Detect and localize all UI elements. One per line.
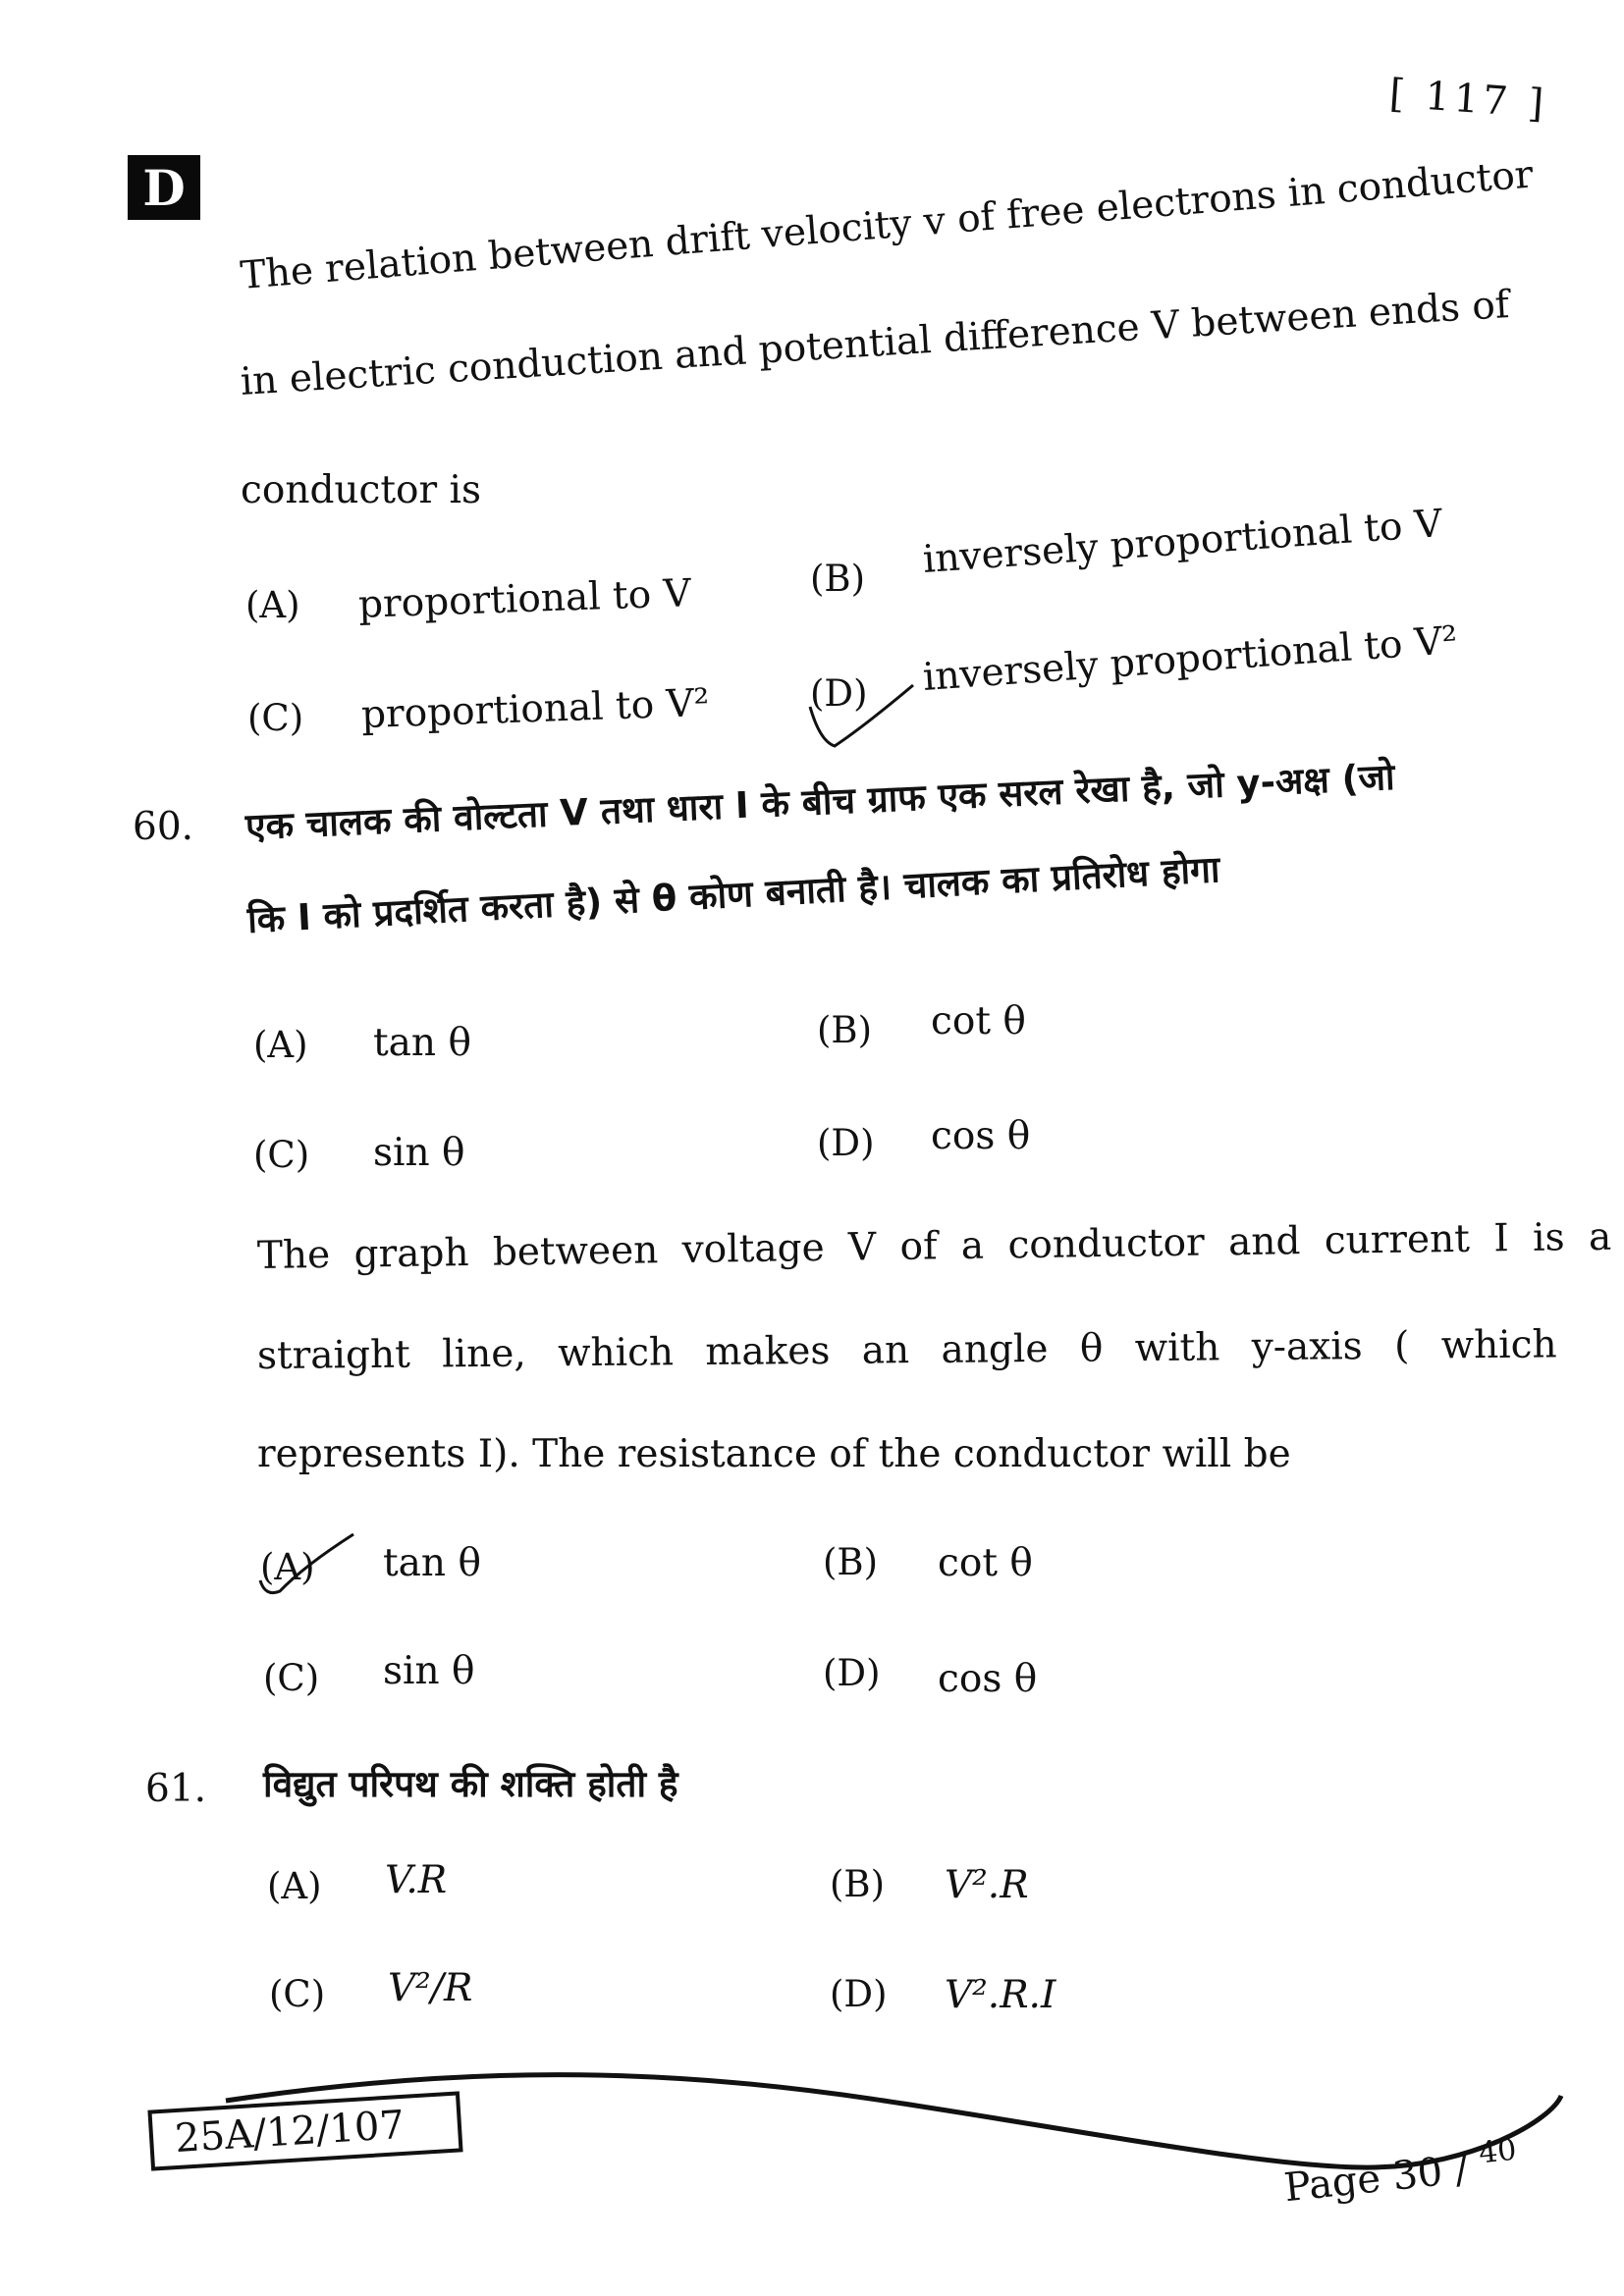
q59-option-c-text: proportional to V² — [360, 680, 711, 738]
q59-option-a-label: (A) — [245, 584, 300, 626]
q61-option-a-text: V.R — [385, 1858, 448, 1902]
q59-line-3: conductor is — [241, 468, 482, 512]
q61-option-c-label: (C) — [269, 1973, 326, 2015]
q60-english-option-c-label: (C) — [263, 1657, 320, 1699]
q60-english-option-a-text: tan θ — [383, 1541, 481, 1585]
q60-hindi-option-b-text: cot θ — [931, 999, 1026, 1043]
page-label: Page 30 / — [1281, 2146, 1471, 2212]
q60-english-option-b-text: cot θ — [938, 1541, 1033, 1585]
q60-hindi-line-1: एक चालक की वोल्टता V तथा धारा I के बीच ग्राफ एक सरल रेखा है, जो y-अक्ष (जो — [244, 755, 1396, 848]
q60-english-line-1: The graph between voltage V of a conductor and current I is a — [256, 1214, 1612, 1278]
q60-hindi-option-a-text: tan θ — [373, 1021, 471, 1065]
page-total: 40 — [1477, 2132, 1519, 2171]
q60-hindi-option-b-label: (B) — [817, 1009, 873, 1051]
q60-english-line-3: represents I). The resistance of the conductor will be — [257, 1432, 1291, 1476]
q61-option-b-label: (B) — [830, 1863, 886, 1905]
q60-hindi-option-c-label: (C) — [253, 1134, 310, 1176]
q61-number: 61. — [145, 1767, 207, 1811]
q61-option-b-text: V².R — [945, 1863, 1029, 1907]
q60-number: 60. — [133, 805, 194, 849]
q61-option-d-text: V².R.I — [945, 1973, 1056, 2017]
q59-option-d-text: inversely proportional to V² — [921, 617, 1459, 700]
q61-hindi-text: विद्युत परिपथ की शक्ति होती है — [263, 1763, 678, 1805]
q60-hindi-option-d-text: cos θ — [931, 1114, 1031, 1158]
q60-hindi-option-a-label: (A) — [253, 1024, 308, 1066]
page-marker: [ 117 ] — [1387, 71, 1549, 128]
q61-option-d-label: (D) — [830, 1973, 888, 2015]
q60-english-option-b-label: (B) — [823, 1541, 879, 1583]
q61-option-a-label: (A) — [267, 1865, 322, 1907]
q59-line-2: in electric conduction and potential difference V between ends of — [239, 283, 1511, 404]
q60-english-option-d-text: cos θ — [938, 1657, 1038, 1701]
q59-line-1: The relation between drift velocity v of free electrons in conductor — [239, 152, 1536, 298]
series-code-badge: D — [128, 155, 200, 220]
q60-english-option-d-label: (D) — [823, 1652, 881, 1694]
q59-option-b-label: (B) — [810, 558, 866, 600]
q60-hindi-option-d-label: (D) — [817, 1122, 875, 1164]
q59-option-c-label: (C) — [247, 697, 304, 739]
q60-english-option-a-label: (A) — [260, 1546, 315, 1588]
q59-option-a-text: proportional to V — [357, 571, 692, 627]
q60-hindi-option-c-text: sin θ — [373, 1131, 465, 1175]
q59-option-d-label: (D) — [810, 672, 868, 715]
paper-code-box: 25A/12/107 — [147, 2091, 462, 2170]
q60-hindi-line-2: कि I को प्रदर्शित करता है) से θ कोण बनाती है। चालक का प्रतिरोध होगा — [245, 848, 1221, 941]
q61-option-c-text: V²/R — [388, 1966, 473, 2010]
q59-option-b-text: inversely proportional to V — [921, 502, 1444, 582]
q60-english-option-c-text: sin θ — [383, 1649, 475, 1693]
q60-english-line-2: straight line, which makes an angle θ with y-axis ( which — [256, 1322, 1557, 1378]
